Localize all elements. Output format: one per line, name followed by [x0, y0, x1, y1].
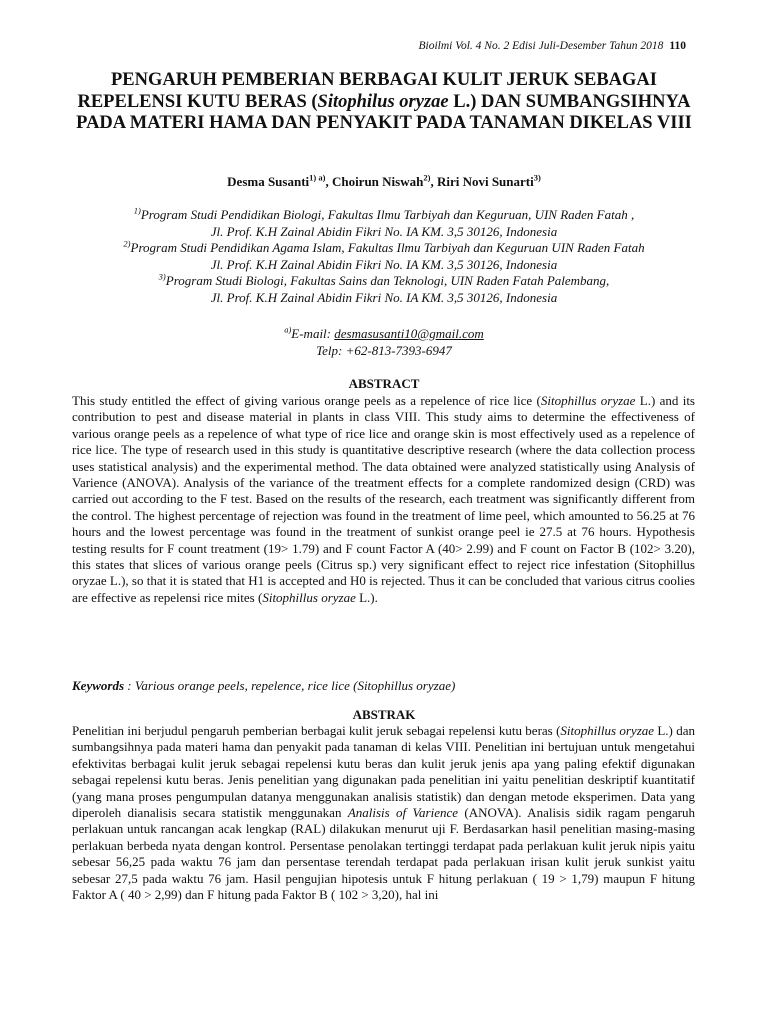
author-superscript: 1) a) — [309, 172, 326, 183]
affiliation-marker: 3) — [158, 271, 166, 282]
abstract-species: Sitophillus oryzae — [262, 589, 356, 605]
keywords-label: Keywords — [72, 678, 124, 693]
author — [437, 174, 541, 189]
abstrak-heading: ABSTRAK — [352, 707, 416, 722]
contact-marker: a) — [284, 324, 292, 335]
title-part-2: L.) DAN SUMBANGSIHNYA PADA MATERI HAMA DAN PENYAKIT PADA TANAMAN DIKELAS VIII — [76, 91, 692, 133]
email-label: E-mail: — [291, 326, 335, 341]
abstract-text — [72, 393, 695, 606]
author-separator: , — [430, 174, 437, 189]
page-number: 110 — [669, 40, 686, 52]
affiliation-address: Jl. Prof. K.H Zainal Abidin Fikri No. IA KM. 3,5 30126, Indonesia — [210, 223, 558, 239]
affiliation — [50, 240, 718, 257]
title-species: Sitophilus oryzae — [317, 91, 449, 112]
author-name: Desma Susanti — [227, 174, 310, 189]
affiliation-marker: 1) — [133, 205, 141, 216]
author-name: Choirun Niswah — [331, 174, 424, 189]
author-superscript: 2) — [423, 172, 431, 183]
author-separator: , — [325, 174, 332, 189]
author — [227, 174, 332, 189]
abstrak-segment: L.) dan sumbangsihnya pada materi hama dan penyakit pada tanaman di kelas VIII. Penelitian ini bertujuan untuk mengetahui efektivitas berbagai kulit jeruk sebagai repelensi kutu beras dan kulit jeruk jenis apa yang paling efektif digunakan sebagai repelensi kutu beras. Jenis penelitian yang digunakan pada penelitian ini yaitu penelitian deskriptif kuantitatif (yang mana proses pengumpulan datanya menggunakan analisis statistik) dan dengan metode eksperimen. Data yang diperoleh dianalisis secara statistik menggunakan — [72, 723, 695, 821]
affiliation-address: Jl. Prof. K.H Zainal Abidin Fikri No. IA KM. 3,5 30126, Indonesia — [210, 256, 558, 272]
running-header — [0, 40, 686, 52]
keywords — [72, 678, 695, 694]
affiliation-line: Program Studi Biologi, Fakultas Sains dan Teknologi, UIN Raden Fatah Palembang, — [165, 273, 610, 288]
journal-info: Bioilmi Vol. 4 No. 2 Edisi Juli-Desember Tahun 2018 — [418, 40, 664, 52]
affiliations — [50, 207, 718, 306]
abstract-species: Sitophillus oryzae — [540, 393, 636, 408]
paper-title — [60, 70, 708, 135]
affiliation-address: Jl. Prof. K.H Zainal Abidin Fikri No. IA KM. 3,5 30126, Indonesia — [210, 289, 558, 305]
abstrak-species: Sitophillus oryzae — [560, 723, 655, 738]
contact-info — [0, 325, 768, 359]
abstract-segment: L.). — [355, 589, 378, 605]
author-superscript: 3) — [533, 172, 541, 183]
affiliation — [50, 273, 718, 290]
abstrak-segment: (ANOVA). Analisis sidik ragam pengaruh perlakuan untuk rancangan acak lengkap (RAL) dilakukan menurut uji F. Berdasarkan hasil penelitian masing-masing perlakuan berbeda nyata dengan kontrol. Persentase penolakan tertinggi terdapat pada perlakuan kulit jeruk nipis yaitu sebesar 56,25 pada waktu 76 jam dan persentase terendah terdapat pada perlakuan irisan kulit jeruk sunkist yaitu sebesar 27,5 pada waktu 76 jam. Hasil pengujian hipotesis untuk F hitung perlakuan ( 19 > 1,79) maupun F hitung Faktor A ( 40 > 2,99) dan F hitung pada Faktor B ( 102 > 3,20), hal ini — [72, 805, 695, 903]
email-link[interactable]: desmasusanti10@gmail.com — [334, 326, 484, 341]
keywords-text: : Various orange peels, repelence, rice lice (Sitophillus oryzae) — [124, 678, 456, 693]
affiliation-line: Program Studi Pendidikan Biologi, Fakultas Ilmu Tarbiyah dan Keguruan, UIN Raden Fatah , — [140, 207, 635, 222]
abstract-segment: This study entitled the effect of giving various orange peels as a repelence of rice lice ( — [72, 393, 541, 408]
email-line — [0, 325, 768, 342]
abstrak-segment: Penelitian ini berjudul pengaruh pemberian berbagai kulit jeruk sebagai repelensi kutu beras ( — [72, 723, 561, 738]
affiliation-line: Program Studi Pendidikan Agama Islam, Fakultas Ilmu Tarbiyah dan Keguruan UIN Raden Fatah — [130, 240, 645, 255]
affiliation — [50, 207, 718, 224]
phone-line: Telp: +62-813-7393-6947 — [316, 343, 452, 358]
author — [332, 174, 437, 189]
abstract-segment: L.) and its contribution to pest and disease material in plants in class VIII. This study aims to determine the effectiveness of various orange peels as a repelence of what type of rice lice and orange skin is most effectively used as a repelence of rice lice. The type of research used in this study is quantitative descriptive research (where the data collection process uses statistical analysis) and the experimental method. The data obtained were analyzed statistically using Analysis of Varience (ANOVA). Analysis of the variance of the treatment effects for a complete randomized design (CRD) was carried out according to the F test. Based on the results of the research, each treatment was significantly different from the control. The highest percentage of rejection was found in the treatment of lime peel, which amounted to 56.25 at 76 hours and the lowest percentage was found in the treatment of sunkist orange peel ie 27.5 at 76 hours. Hypothesis testing results for F count treatment (19> 1.79) and F count Factor A (40> 2.99) and F count on Factor B (102> 3.20), this states that slices of various orange peels (Citrus sp.) very significant effect to reject rice infestation (Sitophillus oryzae L.), so that it is stated that H1 is accepted and H0 is rejected. Thus it can be concluded that various citrus coolies are effective as repelensi rice mites ( — [72, 393, 695, 605]
affiliation-marker: 2) — [123, 238, 131, 249]
abstract-heading: ABSTRACT — [348, 376, 420, 391]
title-part-1: PENGARUH PEMBERIAN BERBAGAI KULIT JERUK SEBAGAI REPELENSI KUTU BERAS ( — [77, 70, 657, 112]
abstrak-text — [72, 723, 695, 903]
abstrak-term: Analisis of Varience — [347, 805, 459, 821]
author-name: Riri Novi Sunarti — [436, 174, 534, 189]
author-list — [0, 174, 768, 190]
